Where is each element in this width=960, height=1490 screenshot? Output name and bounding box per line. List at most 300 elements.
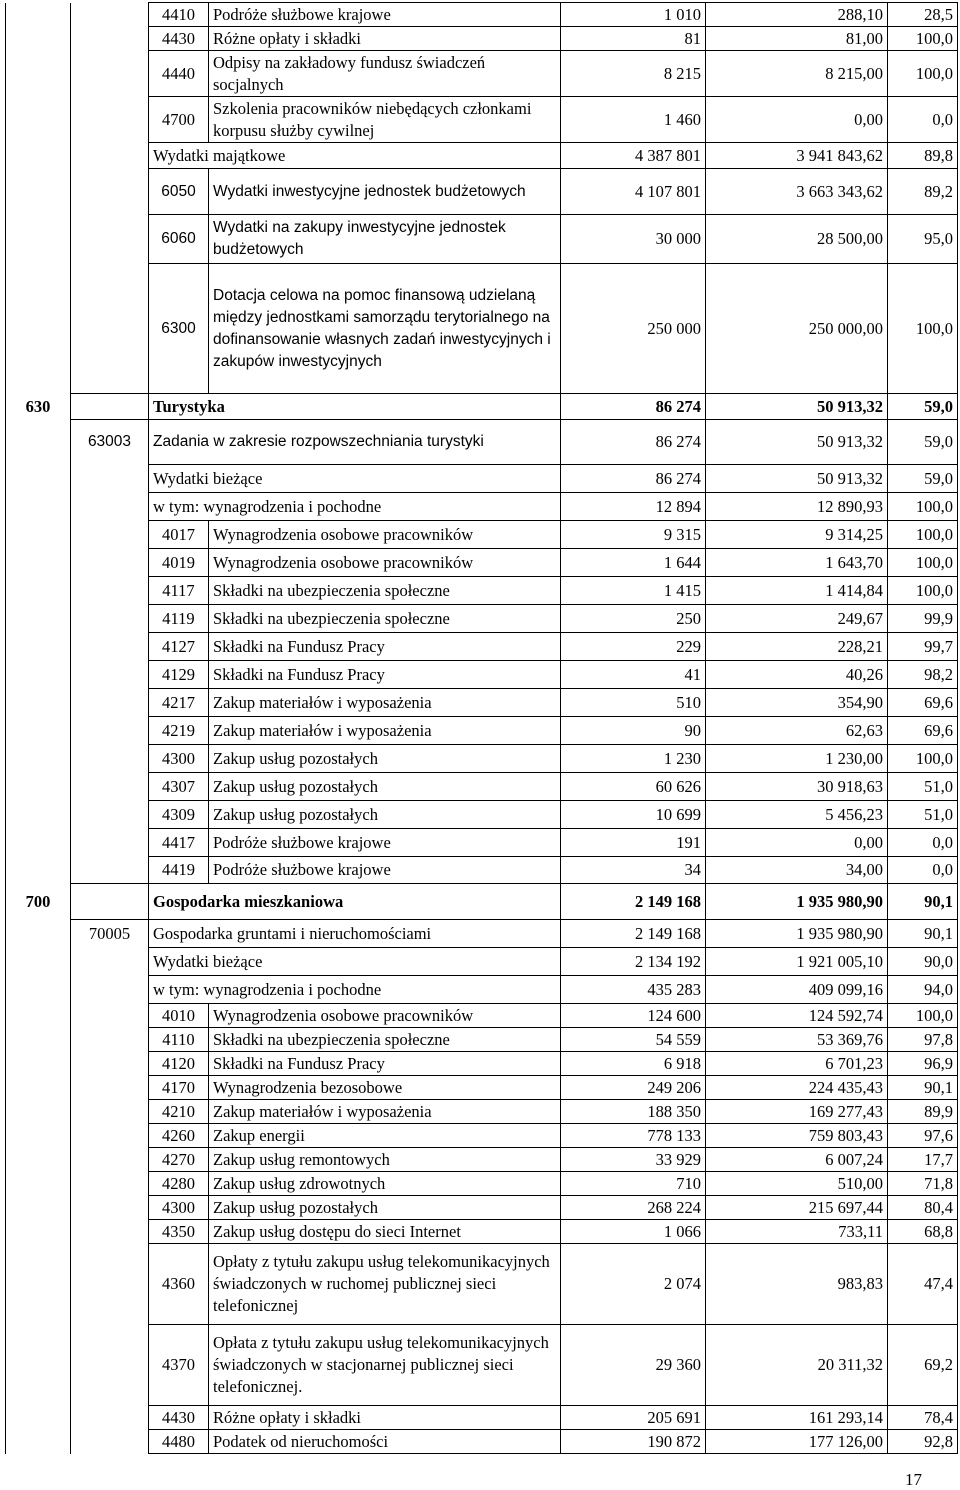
indent-cell: [6, 717, 71, 745]
paragraph-code: 4480: [149, 1430, 209, 1454]
plan-value: 54 559: [561, 1028, 706, 1052]
indent-cell: [6, 264, 71, 394]
plan-value: 9 315: [561, 521, 706, 549]
executed-value: 40,26: [706, 661, 888, 689]
table-row-item: [6, 1196, 958, 1220]
indent-cell: [6, 857, 71, 884]
executed-value: 510,00: [706, 1172, 888, 1196]
indent-cell: [6, 1172, 71, 1196]
group-name: w tym: wynagrodzenia i pochodne: [149, 976, 561, 1004]
paragraph-code: 4307: [149, 773, 209, 801]
plan-value: 90: [561, 717, 706, 745]
paragraph-code: 4010: [149, 1004, 209, 1028]
indent-cell: [6, 420, 71, 465]
executed-value: 62,63: [706, 717, 888, 745]
table-row-item: [6, 745, 958, 773]
table-row-item: [6, 801, 958, 829]
paragraph-code: 4700: [149, 97, 209, 143]
indent-cell: [71, 97, 149, 143]
executed-value: 1 935 980,90: [706, 920, 888, 948]
paragraph-name: Opłata z tytułu zakupu usług telekomunikacyjnych świadczonych w stacjonarnej publicznej sieci telefonicznej.: [209, 1325, 561, 1406]
percent-value: 0,0: [888, 829, 958, 857]
plan-value: 191: [561, 829, 706, 857]
indent-cell: [6, 1100, 71, 1124]
executed-value: 250 000,00: [706, 264, 888, 394]
paragraph-name: Zakup usług pozostałych: [209, 1196, 561, 1220]
percent-value: 0,0: [888, 857, 958, 884]
plan-value: 1 644: [561, 549, 706, 577]
indent-cell: [71, 1076, 149, 1100]
indent-cell: [6, 661, 71, 689]
paragraph-name: Składki na Fundusz Pracy: [209, 1052, 561, 1076]
dzial-gap: [71, 884, 149, 920]
executed-value: 50 913,32: [706, 394, 888, 420]
indent-cell: [6, 829, 71, 857]
indent-cell: [6, 215, 71, 264]
paragraph-name: Szkolenia pracowników niebędących członkami korpusu służby cywilnej: [209, 97, 561, 143]
paragraph-name: Wynagrodzenia osobowe pracowników: [209, 1004, 561, 1028]
executed-value: 759 803,43: [706, 1124, 888, 1148]
paragraph-code: 6300: [149, 264, 209, 394]
paragraph-name: Dotacja celowa na pomoc finansową udzielaną między jednostkami samorządu terytorialnego na dofinansowanie własnych zadań inwestycyjnych i zakupów inwestycyjnych: [209, 264, 561, 394]
table-row-item: [6, 1172, 958, 1196]
plan-value: 435 283: [561, 976, 706, 1004]
paragraph-code: 4110: [149, 1028, 209, 1052]
paragraph-name: Składki na Fundusz Pracy: [209, 633, 561, 661]
indent-cell: [71, 1325, 149, 1406]
paragraph-name: Wynagrodzenia bezosobowe: [209, 1076, 561, 1100]
dzial-code: 630: [6, 394, 71, 420]
table-row-dzial: [6, 884, 958, 920]
executed-value: 5 456,23: [706, 801, 888, 829]
indent-cell: [6, 801, 71, 829]
percent-value: 98,2: [888, 661, 958, 689]
paragraph-code: 4360: [149, 1244, 209, 1325]
indent-cell: [6, 1028, 71, 1052]
indent-cell: [71, 264, 149, 394]
indent-cell: [6, 143, 71, 169]
paragraph-code: 4417: [149, 829, 209, 857]
paragraph-code: 4370: [149, 1325, 209, 1406]
percent-value: 97,6: [888, 1124, 958, 1148]
percent-value: 69,6: [888, 689, 958, 717]
indent-cell: [71, 521, 149, 549]
plan-value: 710: [561, 1172, 706, 1196]
indent-cell: [6, 465, 71, 493]
paragraph-code: 4170: [149, 1076, 209, 1100]
plan-value: 29 360: [561, 1325, 706, 1406]
indent-cell: [71, 1196, 149, 1220]
indent-cell: [71, 1244, 149, 1325]
table-row-item: [6, 857, 958, 884]
executed-value: 0,00: [706, 829, 888, 857]
dzial-name: Turystyka: [149, 394, 561, 420]
percent-value: 100,0: [888, 27, 958, 51]
paragraph-name: Wynagrodzenia osobowe pracowników: [209, 521, 561, 549]
indent-cell: [71, 1052, 149, 1076]
plan-value: 1 460: [561, 97, 706, 143]
rozdzial-code: 70005: [71, 920, 149, 948]
paragraph-name: Zakup energii: [209, 1124, 561, 1148]
indent-cell: [6, 1052, 71, 1076]
paragraph-name: Odpisy na zakładowy fundusz świadczeń socjalnych: [209, 51, 561, 97]
percent-value: 100,0: [888, 51, 958, 97]
paragraph-code: 4430: [149, 27, 209, 51]
indent-cell: [6, 493, 71, 521]
percent-value: 78,4: [888, 1406, 958, 1430]
table-row-item: [6, 773, 958, 801]
percent-value: 99,7: [888, 633, 958, 661]
group-name: Wydatki bieżące: [149, 948, 561, 976]
executed-value: 6 007,24: [706, 1148, 888, 1172]
indent-cell: [71, 1100, 149, 1124]
plan-value: 1 415: [561, 577, 706, 605]
executed-value: 224 435,43: [706, 1076, 888, 1100]
paragraph-code: 4017: [149, 521, 209, 549]
indent-cell: [6, 605, 71, 633]
table-row-item: [6, 51, 958, 97]
plan-value: 30 000: [561, 215, 706, 264]
paragraph-name: Wydatki inwestycyjne jednostek budżetowych: [209, 169, 561, 215]
plan-value: 250: [561, 605, 706, 633]
table-row-item: [6, 169, 958, 215]
paragraph-name: Zakup usług dostępu do sieci Internet: [209, 1220, 561, 1244]
plan-value: 510: [561, 689, 706, 717]
percent-value: 89,9: [888, 1100, 958, 1124]
indent-cell: [71, 1148, 149, 1172]
percent-value: 90,0: [888, 948, 958, 976]
paragraph-code: 4210: [149, 1100, 209, 1124]
plan-value: 8 215: [561, 51, 706, 97]
paragraph-code: 4120: [149, 1052, 209, 1076]
indent-cell: [6, 1148, 71, 1172]
indent-cell: [71, 801, 149, 829]
percent-value: 97,8: [888, 1028, 958, 1052]
dzial-name: Gospodarka mieszkaniowa: [149, 884, 561, 920]
paragraph-code: 4129: [149, 661, 209, 689]
percent-value: 69,2: [888, 1325, 958, 1406]
table-row-item: [6, 3, 958, 27]
executed-value: 409 099,16: [706, 976, 888, 1004]
plan-value: 205 691: [561, 1406, 706, 1430]
executed-value: 50 913,32: [706, 420, 888, 465]
percent-value: 90,1: [888, 1076, 958, 1100]
table-row-item: [6, 1406, 958, 1430]
indent-cell: [71, 948, 149, 976]
plan-value: 1 066: [561, 1220, 706, 1244]
plan-value: 1 010: [561, 3, 706, 27]
indent-cell: [6, 97, 71, 143]
plan-value: 6 918: [561, 1052, 706, 1076]
percent-value: 100,0: [888, 577, 958, 605]
percent-value: 17,7: [888, 1148, 958, 1172]
percent-value: 71,8: [888, 1172, 958, 1196]
indent-cell: [6, 3, 71, 27]
executed-value: 124 592,74: [706, 1004, 888, 1028]
paragraph-name: Zakup materiałów i wyposażenia: [209, 1100, 561, 1124]
table-row-group: [6, 948, 958, 976]
paragraph-code: 4309: [149, 801, 209, 829]
table-row-item: [6, 27, 958, 51]
table-row-item: [6, 661, 958, 689]
percent-value: 59,0: [888, 420, 958, 465]
plan-value: 249 206: [561, 1076, 706, 1100]
percent-value: 0,0: [888, 97, 958, 143]
percent-value: 99,9: [888, 605, 958, 633]
executed-value: 169 277,43: [706, 1100, 888, 1124]
paragraph-name: Zakup usług remontowych: [209, 1148, 561, 1172]
plan-value: 34: [561, 857, 706, 884]
table-row-dzial: [6, 394, 958, 420]
paragraph-code: 4410: [149, 3, 209, 27]
plan-value: 1 230: [561, 745, 706, 773]
percent-value: 92,8: [888, 1430, 958, 1454]
paragraph-code: 4019: [149, 549, 209, 577]
paragraph-code: 4260: [149, 1124, 209, 1148]
table-row-item: [6, 633, 958, 661]
indent-cell: [6, 689, 71, 717]
table-row-item: [6, 215, 958, 264]
indent-cell: [71, 1172, 149, 1196]
executed-value: 1 414,84: [706, 577, 888, 605]
indent-cell: [6, 1430, 71, 1454]
plan-value: 778 133: [561, 1124, 706, 1148]
percent-value: 100,0: [888, 521, 958, 549]
indent-cell: [71, 1124, 149, 1148]
indent-cell: [6, 976, 71, 1004]
executed-value: 1 921 005,10: [706, 948, 888, 976]
executed-value: 20 311,32: [706, 1325, 888, 1406]
indent-cell: [6, 773, 71, 801]
percent-value: 51,0: [888, 773, 958, 801]
budget-table: [5, 2, 958, 1454]
indent-cell: [71, 745, 149, 773]
indent-cell: [6, 1196, 71, 1220]
paragraph-name: Składki na Fundusz Pracy: [209, 661, 561, 689]
table-row-rozdzial: [6, 420, 958, 465]
paragraph-code: 4219: [149, 717, 209, 745]
dzial-gap: [71, 394, 149, 420]
page-number: 17: [905, 1470, 922, 1489]
indent-cell: [71, 1028, 149, 1052]
table-row-item: [6, 1028, 958, 1052]
executed-value: 50 913,32: [706, 465, 888, 493]
table-row-item: [6, 1220, 958, 1244]
indent-cell: [71, 857, 149, 884]
plan-value: 2 134 192: [561, 948, 706, 976]
percent-value: 89,8: [888, 143, 958, 169]
indent-cell: [71, 661, 149, 689]
paragraph-name: Składki na ubezpieczenia społeczne: [209, 577, 561, 605]
executed-value: 81,00: [706, 27, 888, 51]
plan-value: 2 074: [561, 1244, 706, 1325]
paragraph-code: 4430: [149, 1406, 209, 1430]
indent-cell: [6, 549, 71, 577]
executed-value: 1 230,00: [706, 745, 888, 773]
indent-cell: [6, 920, 71, 948]
indent-cell: [71, 51, 149, 97]
indent-cell: [6, 1004, 71, 1028]
paragraph-code: 4300: [149, 745, 209, 773]
percent-value: 68,8: [888, 1220, 958, 1244]
table-row-item: [6, 521, 958, 549]
table-row-item: [6, 549, 958, 577]
paragraph-code: 6060: [149, 215, 209, 264]
executed-value: 983,83: [706, 1244, 888, 1325]
table-row-item: [6, 1004, 958, 1028]
table-row-item: [6, 1244, 958, 1325]
indent-cell: [71, 605, 149, 633]
executed-value: 3 663 343,62: [706, 169, 888, 215]
executed-value: 1 643,70: [706, 549, 888, 577]
table-row-group: [6, 143, 958, 169]
plan-value: 2 149 168: [561, 920, 706, 948]
table-row-item: [6, 717, 958, 745]
indent-cell: [6, 1244, 71, 1325]
percent-value: 89,2: [888, 169, 958, 215]
paragraph-name: Składki na ubezpieczenia społeczne: [209, 605, 561, 633]
percent-value: 80,4: [888, 1196, 958, 1220]
plan-value: 124 600: [561, 1004, 706, 1028]
percent-value: 69,6: [888, 717, 958, 745]
plan-value: 229: [561, 633, 706, 661]
executed-value: 53 369,76: [706, 1028, 888, 1052]
plan-value: 81: [561, 27, 706, 51]
indent-cell: [71, 689, 149, 717]
table-row-item: [6, 1325, 958, 1406]
indent-cell: [6, 521, 71, 549]
budget-table-body: [6, 3, 958, 1454]
paragraph-code: 6050: [149, 169, 209, 215]
plan-value: 268 224: [561, 1196, 706, 1220]
table-row-group: [6, 976, 958, 1004]
indent-cell: [6, 1124, 71, 1148]
indent-cell: [71, 976, 149, 1004]
indent-cell: [71, 27, 149, 51]
rozdzial-name: Gospodarka gruntami i nieruchomościami: [149, 920, 561, 948]
indent-cell: [71, 1430, 149, 1454]
table-row-item: [6, 97, 958, 143]
plan-value: 2 149 168: [561, 884, 706, 920]
executed-value: 0,00: [706, 97, 888, 143]
executed-value: 28 500,00: [706, 215, 888, 264]
plan-value: 190 872: [561, 1430, 706, 1454]
table-row-group: [6, 493, 958, 521]
indent-cell: [71, 773, 149, 801]
dzial-code: 700: [6, 884, 71, 920]
indent-cell: [71, 143, 149, 169]
paragraph-code: 4117: [149, 577, 209, 605]
indent-cell: [6, 169, 71, 215]
indent-cell: [71, 215, 149, 264]
group-name: Wydatki majątkowe: [149, 143, 561, 169]
percent-value: 90,1: [888, 884, 958, 920]
plan-value: 86 274: [561, 420, 706, 465]
plan-value: 86 274: [561, 394, 706, 420]
plan-value: 4 387 801: [561, 143, 706, 169]
indent-cell: [71, 465, 149, 493]
paragraph-name: Podróże służbowe krajowe: [209, 857, 561, 884]
indent-cell: [71, 1004, 149, 1028]
indent-cell: [6, 1325, 71, 1406]
plan-value: 33 929: [561, 1148, 706, 1172]
executed-value: 34,00: [706, 857, 888, 884]
percent-value: 100,0: [888, 745, 958, 773]
table-row-item: [6, 1100, 958, 1124]
percent-value: 100,0: [888, 549, 958, 577]
paragraph-name: Podatek od nieruchomości: [209, 1430, 561, 1454]
percent-value: 59,0: [888, 394, 958, 420]
indent-cell: [71, 3, 149, 27]
indent-cell: [71, 549, 149, 577]
paragraph-name: Zakup usług pozostałych: [209, 745, 561, 773]
executed-value: 733,11: [706, 1220, 888, 1244]
indent-cell: [6, 51, 71, 97]
percent-value: 100,0: [888, 493, 958, 521]
table-row-item: [6, 577, 958, 605]
executed-value: 6 701,23: [706, 1052, 888, 1076]
paragraph-name: Opłaty z tytułu zakupu usług telekomunikacyjnych świadczonych w ruchomej publicznej sieci telefonicznej: [209, 1244, 561, 1325]
rozdzial-code: 63003: [71, 420, 149, 465]
indent-cell: [71, 717, 149, 745]
table-row-item: [6, 689, 958, 717]
executed-value: 3 941 843,62: [706, 143, 888, 169]
table-row-item: [6, 1148, 958, 1172]
percent-value: 100,0: [888, 1004, 958, 1028]
table-row-item: [6, 829, 958, 857]
executed-value: 288,10: [706, 3, 888, 27]
indent-cell: [71, 169, 149, 215]
indent-cell: [71, 1220, 149, 1244]
percent-value: 59,0: [888, 465, 958, 493]
executed-value: 1 935 980,90: [706, 884, 888, 920]
executed-value: 215 697,44: [706, 1196, 888, 1220]
plan-value: 10 699: [561, 801, 706, 829]
executed-value: 161 293,14: [706, 1406, 888, 1430]
paragraph-name: Zakup usług pozostałych: [209, 801, 561, 829]
paragraph-name: Wydatki na zakupy inwestycyjne jednostek budżetowych: [209, 215, 561, 264]
paragraph-name: Zakup usług pozostałych: [209, 773, 561, 801]
indent-cell: [71, 1406, 149, 1430]
paragraph-code: 4270: [149, 1148, 209, 1172]
executed-value: 249,67: [706, 605, 888, 633]
rozdzial-name: Zadania w zakresie rozpowszechniania turystyki: [149, 420, 561, 465]
plan-value: 60 626: [561, 773, 706, 801]
executed-value: 354,90: [706, 689, 888, 717]
table-row-item: [6, 1052, 958, 1076]
indent-cell: [6, 1076, 71, 1100]
paragraph-code: 4350: [149, 1220, 209, 1244]
paragraph-name: Zakup materiałów i wyposażenia: [209, 717, 561, 745]
indent-cell: [6, 1220, 71, 1244]
executed-value: 9 314,25: [706, 521, 888, 549]
plan-value: 4 107 801: [561, 169, 706, 215]
indent-cell: [71, 493, 149, 521]
percent-value: 47,4: [888, 1244, 958, 1325]
paragraph-name: Różne opłaty i składki: [209, 1406, 561, 1430]
table-row-item: [6, 1124, 958, 1148]
percent-value: 51,0: [888, 801, 958, 829]
executed-value: 30 918,63: [706, 773, 888, 801]
indent-cell: [71, 577, 149, 605]
paragraph-code: 4440: [149, 51, 209, 97]
table-row-item: [6, 264, 958, 394]
indent-cell: [6, 745, 71, 773]
percent-value: 100,0: [888, 264, 958, 394]
percent-value: 90,1: [888, 920, 958, 948]
paragraph-code: 4217: [149, 689, 209, 717]
indent-cell: [6, 577, 71, 605]
